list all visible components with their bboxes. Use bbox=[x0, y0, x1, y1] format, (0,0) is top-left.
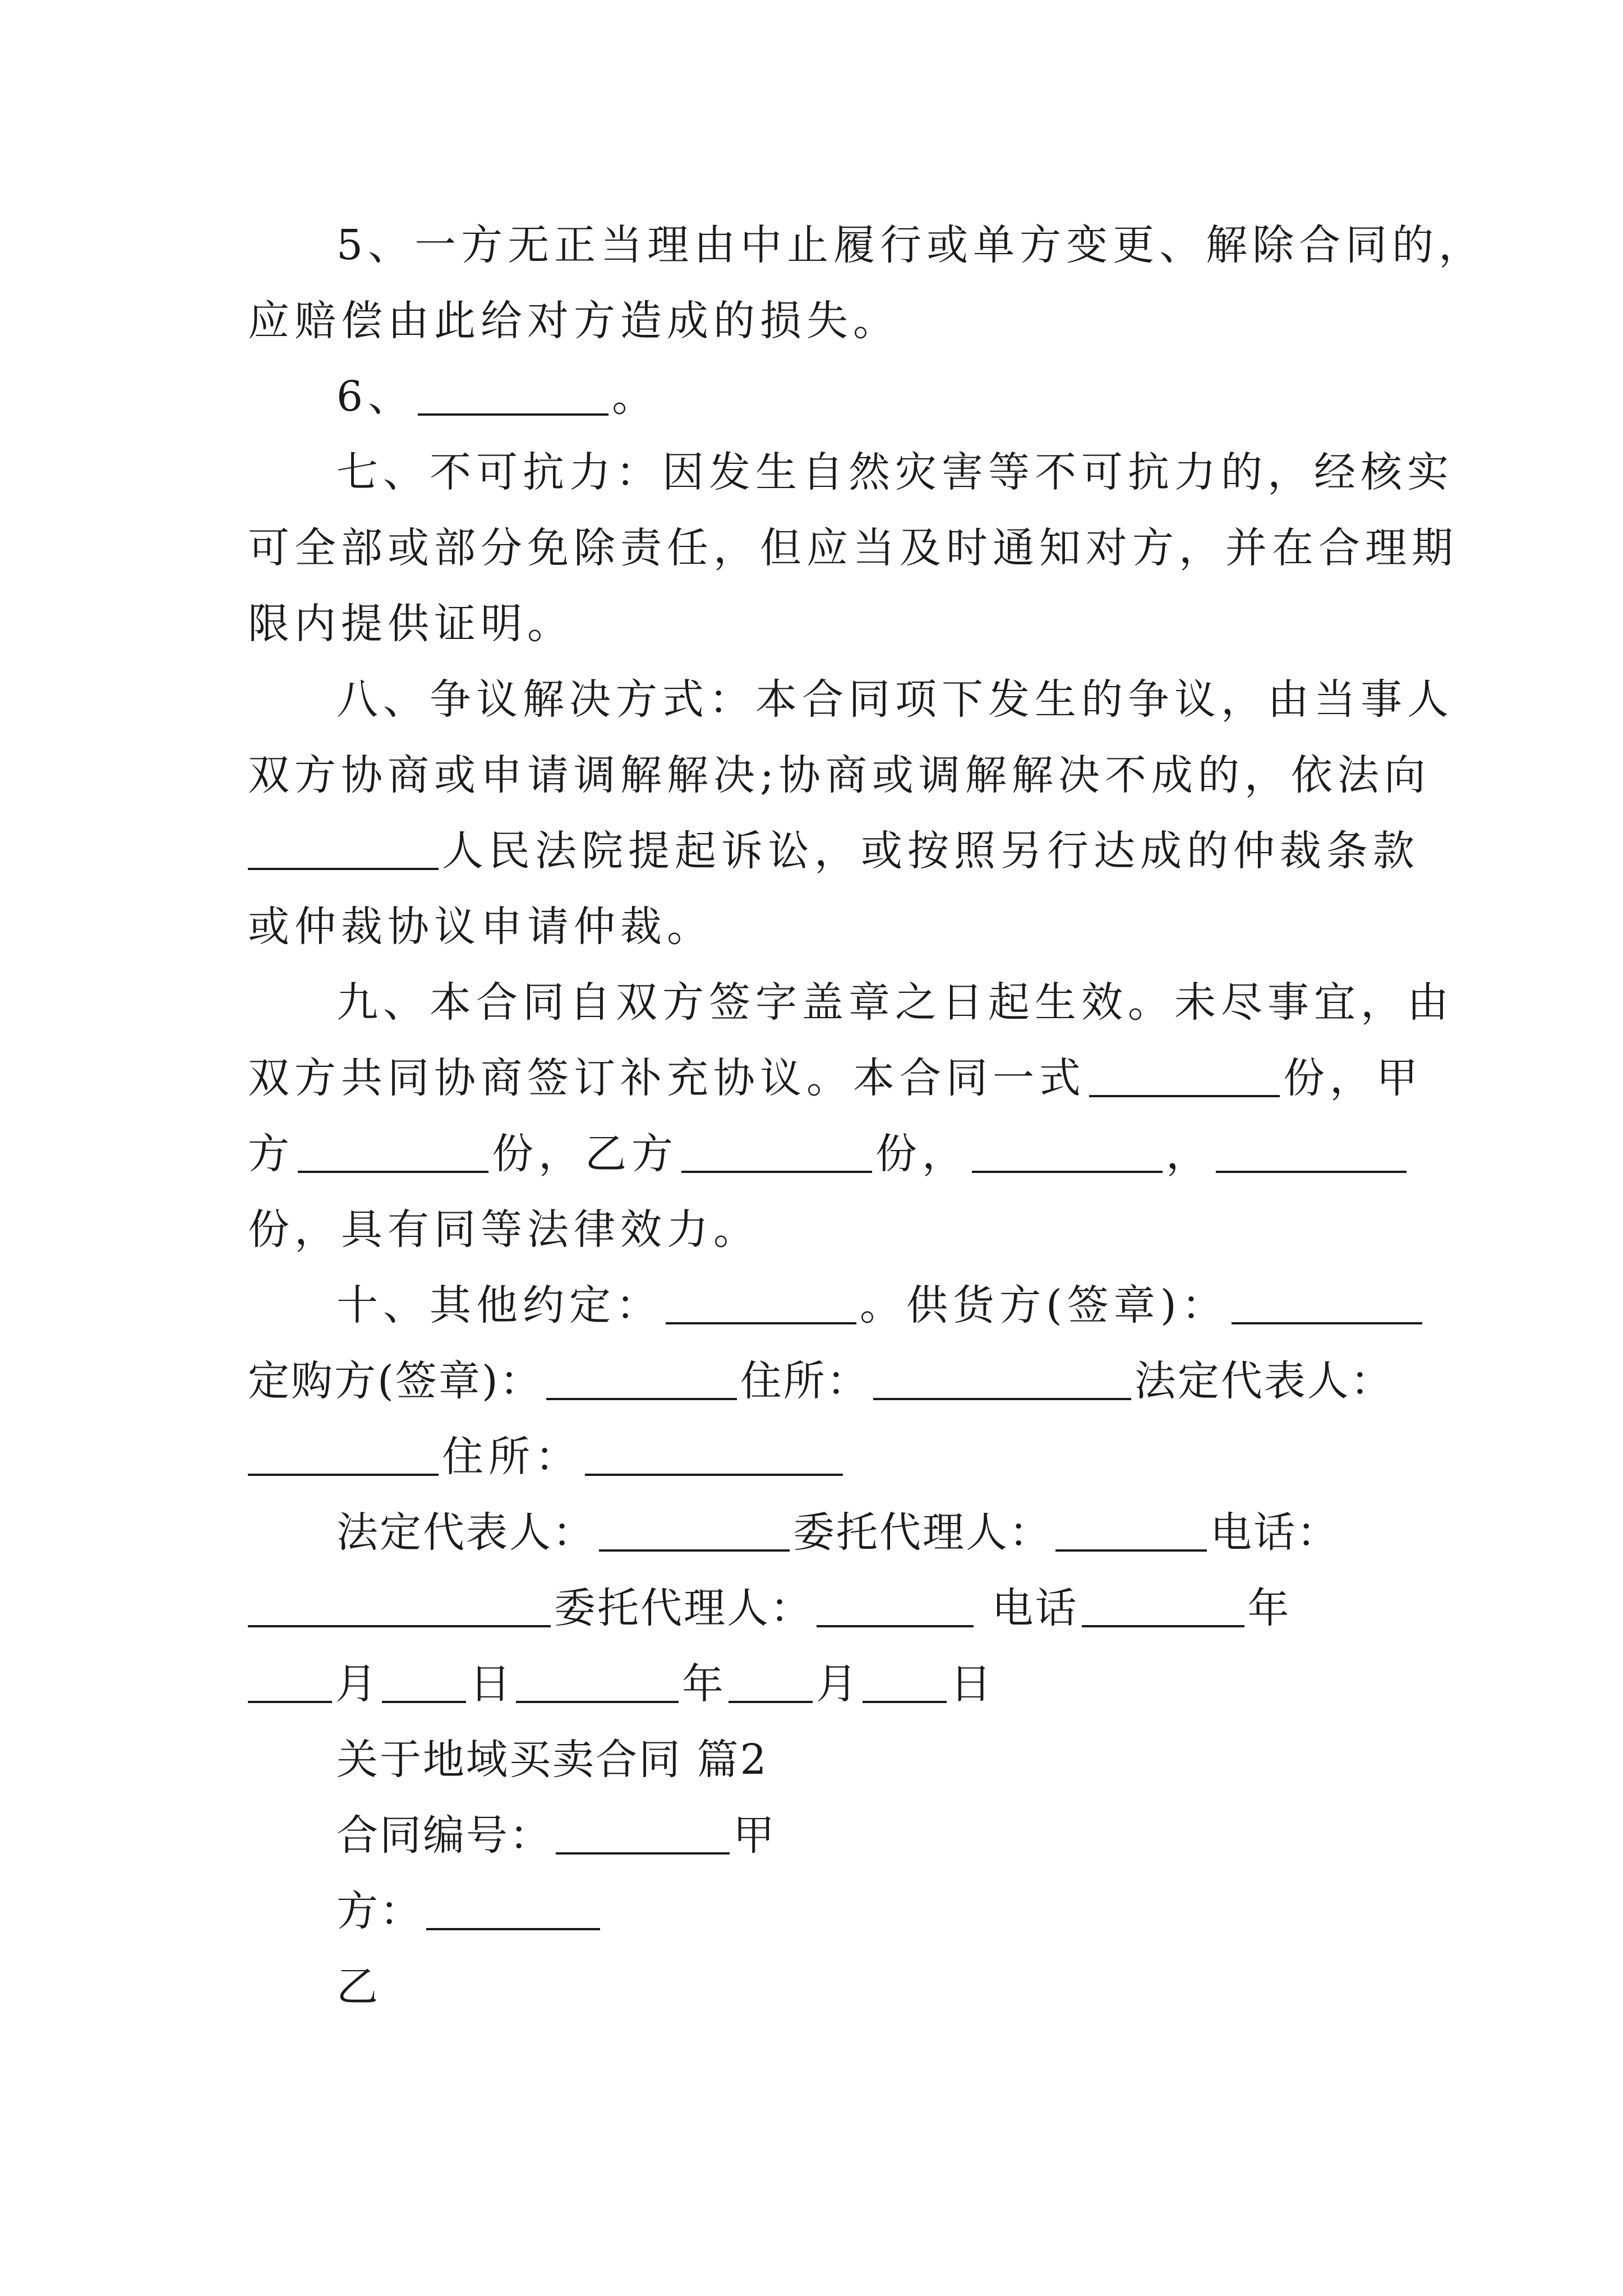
doc-line-20 bbox=[248, 1660, 993, 1708]
doc-line-21 bbox=[336, 1736, 768, 1784]
blank-field bbox=[546, 1361, 737, 1400]
doc-line-2 bbox=[248, 297, 900, 345]
section-heading: 关于地域买卖合同 篇2 bbox=[336, 1736, 768, 1784]
text-segment: 电话： bbox=[1210, 1508, 1340, 1557]
blank-field bbox=[248, 1589, 551, 1627]
text-segment: 月 bbox=[816, 1660, 859, 1708]
blank-field bbox=[817, 1589, 974, 1627]
doc-line-11 bbox=[336, 978, 1454, 1027]
blank-field bbox=[516, 1664, 679, 1703]
blank-field bbox=[1082, 1589, 1244, 1627]
blank-field bbox=[666, 1286, 856, 1324]
text-segment: 。供货方(签章)： bbox=[860, 1281, 1228, 1329]
text-segment: 委托代理人： bbox=[554, 1584, 813, 1632]
text-segment: 法定代表人： bbox=[1134, 1357, 1394, 1405]
text-segment: 5、一方无正当理由中止履行或单方变更、解除合同的， bbox=[336, 221, 1486, 269]
text-segment: 年 bbox=[682, 1660, 725, 1708]
text-segment: 电话 bbox=[977, 1584, 1078, 1632]
doc-line-23 bbox=[336, 1887, 603, 1935]
text-segment: 可全部或部分免除责任，但应当及时通知对方，并在合理期 bbox=[248, 524, 1458, 572]
blank-field bbox=[728, 1664, 813, 1703]
text-segment: 七、不可抗力：因发生自然灾害等不可抗力的，经核实 bbox=[336, 448, 1454, 496]
doc-line-18 bbox=[336, 1508, 1340, 1557]
doc-line-3 bbox=[336, 372, 659, 421]
text-segment: 应赔偿由此给对方造成的损失。 bbox=[248, 297, 900, 345]
doc-line-4 bbox=[336, 448, 1454, 496]
text-segment: 甲 bbox=[733, 1811, 776, 1860]
text-segment: 双方协商或申请调解解决;协商或调解解决不成的，依法向 bbox=[248, 751, 1431, 799]
doc-line-13 bbox=[248, 1130, 1410, 1178]
text-segment: 方： bbox=[336, 1887, 423, 1935]
blank-field bbox=[426, 1892, 600, 1930]
text-segment: 委托代理人： bbox=[793, 1508, 1052, 1557]
doc-line-1 bbox=[336, 221, 1486, 269]
blank-field bbox=[1055, 1513, 1207, 1552]
doc-line-15 bbox=[336, 1281, 1426, 1329]
text-segment: 人民法院提起诉讼，或按照另行达成的仲裁条款 bbox=[442, 827, 1419, 875]
text-segment: 份，甲 bbox=[1283, 1054, 1423, 1102]
doc-line-10 bbox=[248, 903, 713, 951]
doc-line-5 bbox=[248, 524, 1458, 572]
blank-field bbox=[298, 1134, 488, 1173]
blank-field bbox=[248, 831, 439, 870]
text-segment: 月 bbox=[335, 1660, 379, 1708]
doc-line-14 bbox=[248, 1205, 760, 1254]
blank-field bbox=[1089, 1059, 1280, 1097]
blank-field bbox=[1232, 1286, 1422, 1324]
text-segment: 合同编号： bbox=[336, 1811, 552, 1860]
text-segment: 或仲裁协议申请仲裁。 bbox=[248, 903, 713, 951]
blank-field bbox=[382, 1664, 466, 1703]
text-segment: ， bbox=[1166, 1130, 1212, 1178]
text-segment: 九、本合同自双方签字盖章之日起生效。未尽事宜，由 bbox=[336, 978, 1454, 1027]
text-segment: 。 bbox=[612, 372, 659, 421]
text-segment: 乙 bbox=[336, 1963, 380, 2011]
text-segment: 6、 bbox=[336, 372, 415, 421]
blank-field bbox=[418, 377, 608, 416]
text-segment: 住所： bbox=[740, 1357, 870, 1405]
doc-line-24 bbox=[336, 1963, 380, 2011]
doc-line-7 bbox=[336, 675, 1454, 724]
text-segment: 定购方(签章)： bbox=[248, 1357, 543, 1405]
text-segment: 日 bbox=[950, 1660, 993, 1708]
blank-field bbox=[681, 1134, 872, 1173]
doc-line-9 bbox=[248, 827, 1419, 875]
text-segment: 八、争议解决方式：本合同项下发生的争议，由当事人 bbox=[336, 675, 1454, 724]
doc-line-12 bbox=[248, 1054, 1423, 1102]
blank-field bbox=[248, 1664, 332, 1703]
text-segment: 限内提供证明。 bbox=[248, 600, 574, 648]
text-segment: 住所： bbox=[442, 1433, 582, 1481]
blank-field bbox=[972, 1134, 1163, 1173]
text-segment: 份， bbox=[875, 1130, 969, 1178]
doc-line-17 bbox=[248, 1433, 846, 1481]
text-segment: 份，具有同等法律效力。 bbox=[248, 1205, 760, 1254]
blank-field bbox=[863, 1664, 947, 1703]
text-segment: 份，乙方 bbox=[492, 1130, 678, 1178]
text-segment: 日 bbox=[469, 1660, 513, 1708]
doc-line-19 bbox=[248, 1584, 1291, 1632]
blank-field bbox=[1216, 1134, 1407, 1173]
text-segment: 十、其他约定： bbox=[336, 1281, 662, 1329]
doc-line-8 bbox=[248, 751, 1431, 799]
text-segment: 年 bbox=[1247, 1584, 1291, 1632]
blank-field bbox=[585, 1437, 843, 1476]
text-segment: 法定代表人： bbox=[336, 1508, 596, 1557]
blank-field bbox=[248, 1437, 439, 1476]
blank-field bbox=[873, 1361, 1131, 1400]
doc-line-16 bbox=[248, 1357, 1394, 1405]
doc-line-6 bbox=[248, 600, 574, 648]
doc-line-22 bbox=[336, 1811, 776, 1860]
text-segment: 双方共同协商签订补充协议。本合同一式 bbox=[248, 1054, 1086, 1102]
text-segment: 方 bbox=[248, 1130, 294, 1178]
blank-field bbox=[599, 1513, 790, 1552]
blank-field bbox=[556, 1816, 730, 1855]
